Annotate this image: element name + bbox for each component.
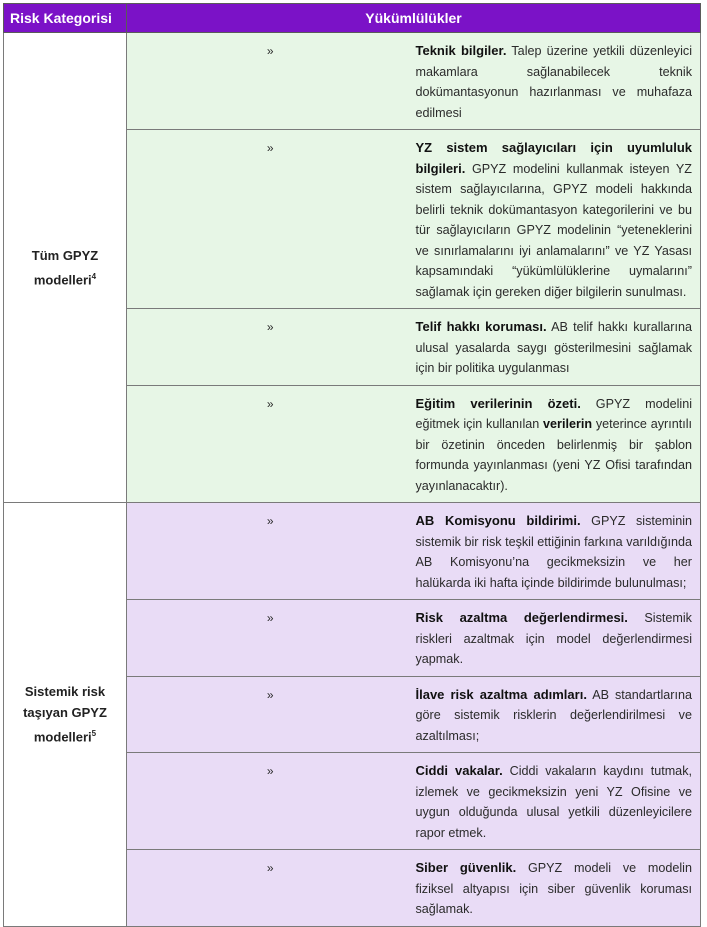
bullet-marker: » — [127, 33, 414, 130]
bullet-marker: » — [127, 385, 414, 503]
obligation-item — [414, 503, 701, 600]
header-risk-category: Risk Kategorisi — [4, 4, 127, 33]
bullet-marker: » — [127, 753, 414, 850]
obligation-title: Eğitim verilerinin özeti. — [415, 395, 581, 411]
footnote-marker: 4 — [91, 271, 97, 281]
obligation-item — [414, 753, 701, 850]
bullet-marker: » — [127, 309, 414, 386]
table-row — [4, 503, 701, 600]
obligation-item — [414, 130, 701, 309]
obligation-emphasis: verilerin — [543, 417, 593, 431]
obligations-table — [3, 3, 701, 927]
obligation-text: AB telif hakkı kurallarına ulusal yasalarda saygı gösterilmesini sağlamak için bir politika uygulanması — [415, 320, 692, 375]
obligation-text: GPYZ sisteminin sistemik bir risk teşkil ettiğinin farkına varıldığında AB Komisyonu’na gecikmeksizin ve her halükarda iki hafta içinde bildirimde bulunulması; — [415, 514, 692, 590]
footnote-marker: 5 — [91, 729, 97, 739]
category-cell-all-gpyz — [4, 33, 127, 503]
obligation-title: AB Komisyonu bildirimi. — [415, 513, 581, 528]
category-label: Sistemik risk taşıyan GPYZ modelleri — [23, 684, 107, 745]
bullet-marker: » — [127, 503, 414, 600]
obligation-item — [414, 600, 701, 677]
obligation-title: Risk azaltma değerlendirmesi. — [415, 610, 628, 625]
bullet-marker: » — [127, 130, 414, 309]
table-row — [4, 33, 701, 130]
obligation-item — [414, 850, 701, 927]
obligation-text: GPYZ modeli ve modelin fiziksel altyapısı için siber güvenlik koruması sağlamak. — [415, 861, 692, 916]
obligation-item — [414, 385, 701, 503]
obligation-text: Talep üzerine yetkili düzenleyici makamlara sağlanabilecek teknik dokümantasyonun hazırlanması ve muhafaza edilmesi — [415, 44, 692, 120]
obligations-table-frame — [3, 3, 701, 916]
category-cell-systemic-risk — [4, 503, 127, 927]
obligation-text: AB standartlarına göre sistemik risklerin değerlendirilmesi ve azaltılması; — [415, 687, 692, 743]
obligation-text: Sistemik riskleri azaltmak için model değerlendirmesi yapmak. — [415, 611, 692, 666]
obligation-text-continued: yeterince ayrıntılı bir özetinin önceden belirlenmiş bir şablon formunda yayınlanması (yeni YZ Ofisi tarafından yayınlanacaktır). — [415, 417, 692, 493]
obligation-text: GPYZ modelini eğitmek için kullanılan — [415, 396, 692, 431]
table-header-row — [4, 4, 701, 33]
bullet-marker: » — [127, 676, 414, 753]
bullet-marker: » — [127, 850, 414, 927]
category-label: Tüm GPYZ modelleri — [31, 247, 99, 288]
header-obligations: Yükümlülükler — [127, 4, 701, 33]
obligation-title: Telif hakkı koruması. — [415, 319, 547, 334]
bullet-marker: » — [127, 600, 414, 677]
obligation-title: Siber güvenlik. — [415, 860, 517, 875]
obligation-title: İlave risk azaltma adımları. — [415, 686, 587, 702]
obligation-title: YZ sistem sağlayıcıları için uyumluluk bilgileri. — [415, 140, 692, 176]
obligation-text: Ciddi vakaların kaydını tutmak, izlemek ve gecikmeksizin yeni YZ Ofisine ve uygun olduğunda ulusal yetkili düzenleyicilere rapor etmek. — [415, 764, 692, 840]
obligation-item — [414, 309, 701, 386]
obligation-text: GPYZ modelini kullanmak isteyen YZ sistem sağlayıcılarına, GPYZ modeli hakkında belirli teknik dokümantasyon kategorilerini ve bu tür sağlayıcıların GPYZ modelinin “yeteneklerini ve sınırlamalarını iyi anlamalarını” ve YZ Yasası kapsamındaki “yükümlülüklerine uymalarını” sağlamak için gereken diğer bilgilerin sunulması. — [415, 161, 692, 299]
obligation-title: Ciddi vakalar. — [415, 763, 503, 778]
obligation-item — [414, 676, 701, 753]
obligation-title: Teknik bilgiler. — [415, 43, 507, 58]
obligation-item — [414, 33, 701, 130]
